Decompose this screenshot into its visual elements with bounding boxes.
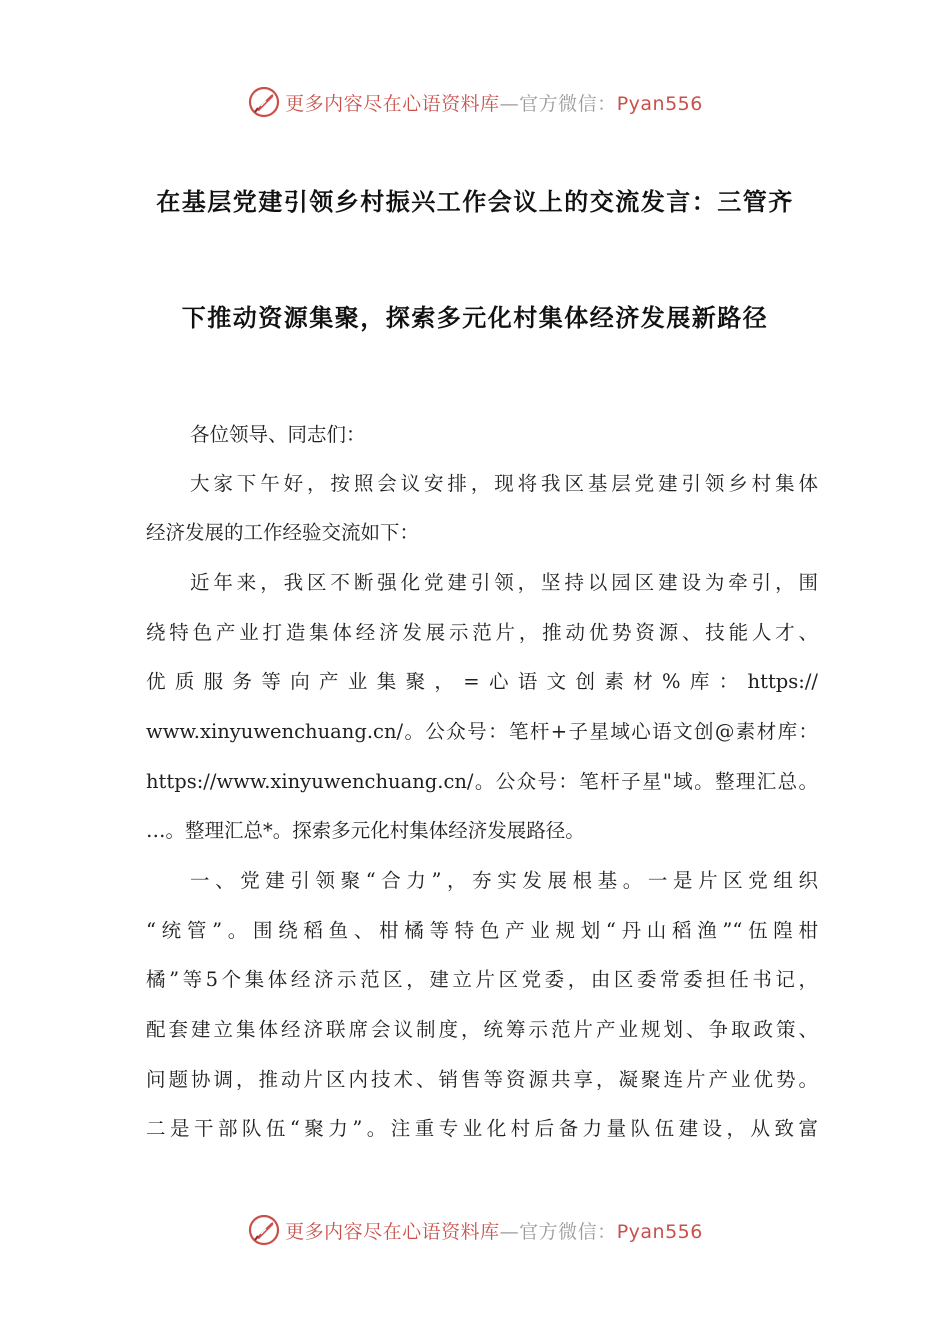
watermark-dash: — [499, 1220, 520, 1243]
watermark-id: Pyan556 [616, 1220, 703, 1243]
watermark-dash: — [499, 92, 520, 115]
watermark-main: 更多内容尽在心语资料库 [285, 92, 500, 115]
watermark-text [285, 89, 703, 116]
salutation: 各位领导、同志们： [190, 423, 366, 446]
header-watermark [0, 82, 950, 122]
watermark-text [285, 1217, 703, 1244]
quill-pen-icon [247, 1213, 281, 1247]
body-line: 大家下午好，按照会议安排，现将我区基层党建引领乡村集体 [190, 472, 818, 495]
watermark-label: 官方微信： [519, 1220, 617, 1243]
body-line: …。整理汇总*。探索多元化村集体经济发展路径。 [146, 819, 585, 842]
watermark-id: Pyan556 [616, 92, 703, 115]
body-line: “统管”。围绕稻鱼、柑橘等特色产业规划“丹山稻渔”“伍隍柑 [146, 919, 818, 942]
document-title-line-1: 在基层党建引领乡村振兴工作会议上的交流发言：三管齐 [156, 187, 794, 216]
body-line: 问题协调，推动片区内技术、销售等资源共享，凝聚连片产业优势。 [146, 1068, 818, 1091]
body-line: 绕特色产业打造集体经济发展示范片，推动优势资源、技能人才、 [146, 621, 818, 644]
body-line: https://www.xinyuwenchuang.cn/。公众号：笔杆子星"域。整理汇总。 [146, 770, 818, 793]
section-heading-line: 一、党建引领聚“合力”，夯实发展根基。一是片区党组织 [190, 869, 818, 892]
footer-watermark [0, 1210, 950, 1250]
body-line: 经济发展的工作经验交流如下： [146, 521, 420, 544]
watermark-label: 官方微信： [519, 92, 617, 115]
body-line: 配套建立集体经济联席会议制度，统筹示范片产业规划、争取政策、 [146, 1018, 818, 1041]
body-line: 优质服务等向产业集聚，=心语文创素材%库：https:// [146, 670, 818, 693]
body-line: 近年来，我区不断强化党建引领，坚持以园区建设为牵引，围 [190, 571, 818, 594]
body-line: 橘”等5个集体经济示范区，建立片区党委，由区委常委担任书记， [146, 968, 818, 991]
document-title-line-2: 下推动资源集聚，探索多元化村集体经济发展新路径 [181, 303, 769, 332]
body-line: 二是干部队伍“聚力”。注重专业化村后备力量队伍建设，从致富 [146, 1117, 818, 1140]
watermark-main: 更多内容尽在心语资料库 [285, 1220, 500, 1243]
body-line: www.xinyuwenchuang.cn/。公众号：笔杆+子星域心语文创@素材库： [146, 720, 818, 743]
quill-pen-icon [247, 85, 281, 119]
